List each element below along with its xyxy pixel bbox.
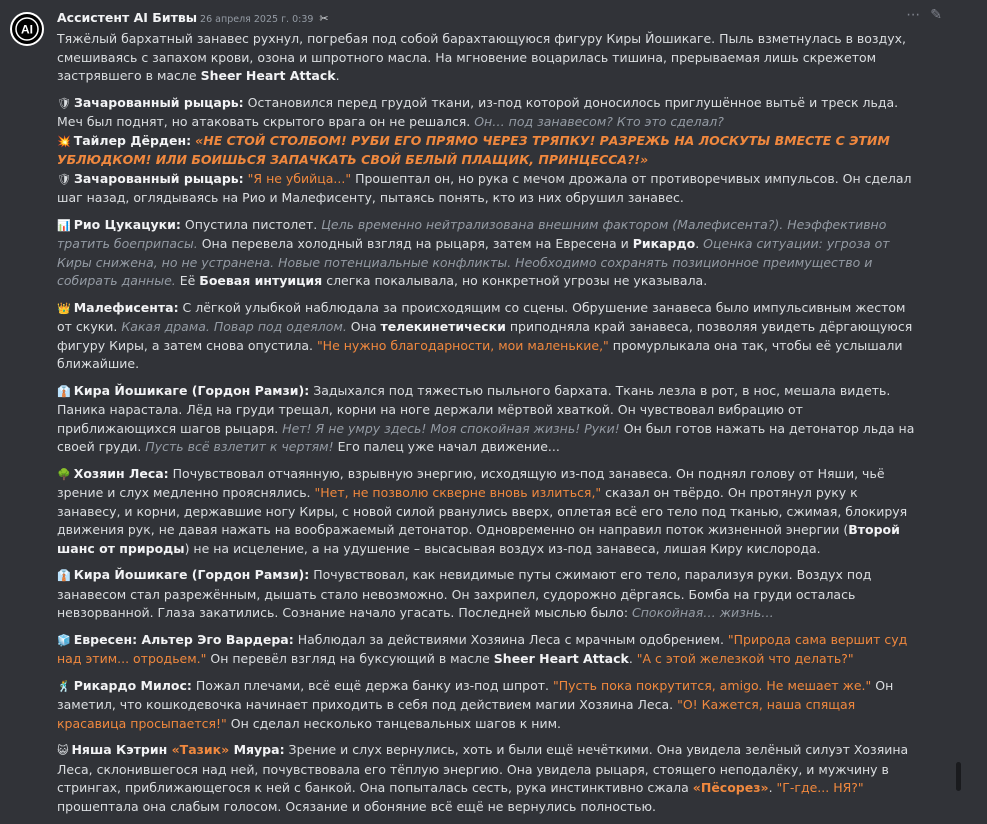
dancer-icon: 🕺 — [57, 679, 71, 693]
character-name: Мяура: — [229, 742, 285, 757]
character-paragraph — [57, 170, 917, 208]
quote-text: "Нет, не позволю скверне вновь излиться," — [314, 485, 602, 500]
text: Его палец уже начал движение... — [333, 439, 560, 454]
explosion-icon: 💥 — [57, 134, 71, 148]
text: слегка покалывала, но конкретной угрозы не указывала. — [322, 273, 708, 288]
ice-cube-icon: 🧊 — [57, 633, 71, 647]
character-name: Няша Кэтрин — [71, 742, 172, 757]
character-paragraph — [57, 741, 917, 816]
text: . — [695, 236, 704, 251]
quote-text: "Г-где... НЯ?" — [776, 780, 864, 795]
quote-text: «НЕ СТОЙ СТОЛБОМ! РУБИ ЕГО ПРЯМО ЧЕРЕЗ ТРЯПКУ! РАЗРЕЖЬ НА ЛОСКУТЫ ВМЕСТЕ С ЭТИМ УБЛЮДКОМ! ИЛИ БОИШЬСЯ ЗАПАЧКАТЬ СВОЙ БЕЛЫЙ ПЛАЩИК, ПРИНЦЕССА?!» — [57, 132, 890, 167]
text: С лёгкой улыбкой наблюдала за происходящим со сцены. Обрушение занавеса было импульсивным жестом от скуки. — [57, 299, 906, 334]
message-header — [57, 9, 329, 30]
text: Он заметил, что кошкодевочка начинает приходить в себя под действием магии Хозяина Леса. — [57, 677, 894, 712]
character-name: Рио Цукацуки: — [73, 216, 181, 232]
more-options-icon[interactable]: ⋯ — [906, 7, 921, 23]
text: Он сделал несколько танцевальных шагов к ним. — [226, 715, 561, 731]
bold-text: Второй шанс от природы — [57, 522, 900, 556]
text: Тяжёлый бархатный занавес рухнул, погребая под собой барахтающуюся фигуру Киры Йошикаге. Пыль взметнулась в воздух, смешиваясь с запахом крови, озона и шпротного масла. На мгновение воцарилась тишина, прерываемая лишь скрежетом застрявшего в масле — [57, 31, 906, 83]
text: Опустила пистолет. — [180, 216, 322, 232]
thought-text: Спокойная… жизнь… — [632, 605, 774, 620]
text: Почувствовал отчаянную, взрывную энергию, исходящую из-под занавеса. Он поднял голову от Няши, чьё зрение и слух медленно прояснялись. — [57, 465, 885, 500]
character-paragraph — [57, 94, 917, 132]
message-actions — [906, 6, 942, 25]
narration-paragraph — [57, 30, 917, 86]
thought-text: Цель временно нейтрализована внешним фактором (Малефисента?). Неэффективно тратить боеприпасы. — [57, 216, 887, 251]
chart-icon: 📊 — [57, 218, 71, 232]
text: Прошептал он, но рука с мечом дрожала от противоречивых импульсов. Он сделал шаг назад, оглядываясь на Рио и Малефисенту, пытаясь понять, кто из них обрушил занавес. — [57, 170, 912, 205]
character-nickname: «Тазик» — [171, 742, 230, 757]
character-name: Малефисента: — [73, 299, 179, 315]
shield-icon: 🛡 — [57, 96, 71, 110]
svg-text:AI: AI — [21, 22, 33, 37]
quote-text: "О! Кажется, наша спящая красавица просыпается!" — [57, 697, 856, 731]
text: Наблюдал за действиями Хозяина Леса с мрачным одобрением. — [293, 631, 728, 647]
edit-icon[interactable]: ✎ — [930, 7, 942, 23]
thought-text: Какая драма. Повар под одеялом. — [121, 319, 347, 334]
text: Пожал плечами, всё ещё держа банку из-под шпрот. — [191, 677, 553, 693]
text: . — [335, 68, 340, 83]
character-name: Хозяин Леса: — [73, 465, 169, 481]
shield-icon: 🛡 — [57, 172, 71, 186]
crown-icon: 👑 — [57, 301, 71, 315]
suit-icon: 👔 — [57, 569, 71, 582]
character-paragraph — [57, 465, 917, 559]
character-paragraph — [57, 132, 917, 170]
character-name: Рикардо Милос: — [73, 677, 192, 693]
text: приподняла край занавеса, позволяя увидеть дёргающуюся фигуру Киры, а затем снова опустила. — [57, 319, 913, 353]
quote-text: "Природа сама вершит суд над этим... отродьем." — [57, 631, 908, 666]
scrollbar-thumb[interactable] — [956, 762, 961, 791]
character-paragraph — [57, 566, 917, 623]
character-name: Зачарованный рыцарь: — [73, 94, 244, 110]
text: Задыхался под тяжестью пыльного бархата. Ткань лезла в рот, в нос, мешала видеть. Паника нарастала. Лёд на груди трещал, корни на ноге держали мёртвой хваткой. Он чувствовал вибрацию от приближающихся шагов рыцаря. — [57, 382, 891, 436]
text: прошептала она слабым голосом. Осязание и обоняние всё ещё не вернулись полностью. — [57, 798, 656, 814]
text: . — [768, 780, 777, 795]
bold-text: Боевая интуиция — [199, 273, 323, 288]
text: Её — [175, 273, 200, 288]
quote-text: "А с этой железкой что делать?" — [636, 651, 854, 666]
character-paragraph — [57, 382, 917, 457]
character-name: Зачарованный рыцарь: — [73, 170, 244, 186]
character-paragraph — [57, 299, 917, 374]
text: . — [628, 651, 637, 666]
item-name: «Пёсорез» — [692, 780, 769, 795]
character-paragraph — [57, 216, 917, 291]
quote-text: "Не нужно благодарности, мои маленькие," — [316, 337, 609, 353]
quote-text: "Пусть пока покрутится, amigo. Не мешает же." — [552, 677, 872, 693]
character-paragraph — [57, 631, 917, 669]
thought-text: Он… под занавесом? Кто это сделал? — [474, 114, 724, 129]
bold-text: Sheer Heart Attack — [200, 68, 336, 83]
author-name[interactable]: Ассистент AI Битвы — [57, 10, 198, 25]
thought-text: Пусть всё взлетит к чертям! — [145, 439, 334, 454]
cat-face-icon: 😺 — [57, 744, 69, 757]
bot-avatar[interactable] — [10, 12, 44, 46]
text: ) не на исцеление, а на удушение – высасывая воздух из-под занавеса, лишая Киру кислорода. — [184, 540, 821, 556]
thought-text: Оценка ситуации: угроза от Киры снижена, но не устранена. Новые потенциальные конфликты. Необходимо сохранять позиционное преимущество и собирать данные. — [57, 236, 890, 288]
timestamp[interactable]: 26 апреля 2025 г. 0:39 — [200, 14, 314, 25]
text: Остановился перед грудой ткани, из-под которой доносилось приглушённое вытьё и треск льда. Меч был поднят, но атаковать скрытого врага он не решался. — [57, 94, 899, 129]
bold-text: телекинетически — [380, 319, 506, 334]
text: Почувствовал, как невидимые путы сжимают его тело, парализуя руки. Воздух под занавесом стал разрежённым, дышать стало невозможно. Он захрипел, судорожно дёргаясь. Бомба на груди осталась невзорванной. Глаза закатились. Сознание начало угасать. Последней мыслью было: — [57, 567, 872, 620]
thought-text: Нет! Я не умру здесь! Моя спокойная жизнь! Руки! — [282, 420, 620, 436]
bold-text: Рикардо — [632, 236, 696, 251]
text: Он перевёл взгляд на буксующий в масле — [206, 651, 494, 666]
text: сказал он твёрдо. Он протянул руку к занавесу, и корни, державшие ногу Киры, с новой силой рванулись вверх, оплетая всё его тело под тканью, сжимая, блокируя движения рук, не давая нажать на воображаемый детонатор. Одновременно он направил поток жизненной энергии ( — [57, 485, 908, 537]
character-name: Евресен: Альтер Эго Вардера: — [73, 631, 294, 647]
text: Зрение и слух вернулись, хоть и были ещё нечёткими. Она увидела зелёный силуэт Хозяина Леса, склонившегося над ней, почувствовала его тёплую энергию. Она увидела рыцаря, стоящего неподалёку, и мужчину в стрингах, приближающегося к ней с банкой. Она попыталась сесть, рука инстинктивно сжала — [57, 742, 909, 795]
tool-icon: ✂ — [319, 12, 329, 25]
text: промурлыкала она так, чтобы её услышали ближайшие. — [57, 337, 903, 371]
character-name: Кира Йошикаге (Гордон Рамзи): — [73, 382, 310, 398]
character-paragraph — [57, 677, 917, 734]
ai-logo-icon — [14, 16, 40, 42]
suit-icon: 👔 — [57, 384, 71, 398]
bold-text: Sheer Heart Attack — [493, 651, 629, 666]
text: Она перевела холодный взгляд на рыцаря, затем на Евресена и — [197, 236, 633, 251]
character-name: Тайлер Дёрден: — [73, 132, 192, 148]
quote-text: "Я не убийца..." — [247, 170, 352, 186]
message-content — [57, 30, 917, 824]
text: Он был готов нажать на детонатор льда на своей груди. — [57, 420, 915, 454]
tree-icon: 🌳 — [57, 467, 71, 481]
text: Она — [346, 319, 381, 334]
character-name: Кира Йошикаге (Гордон Рамзи): — [73, 567, 310, 582]
